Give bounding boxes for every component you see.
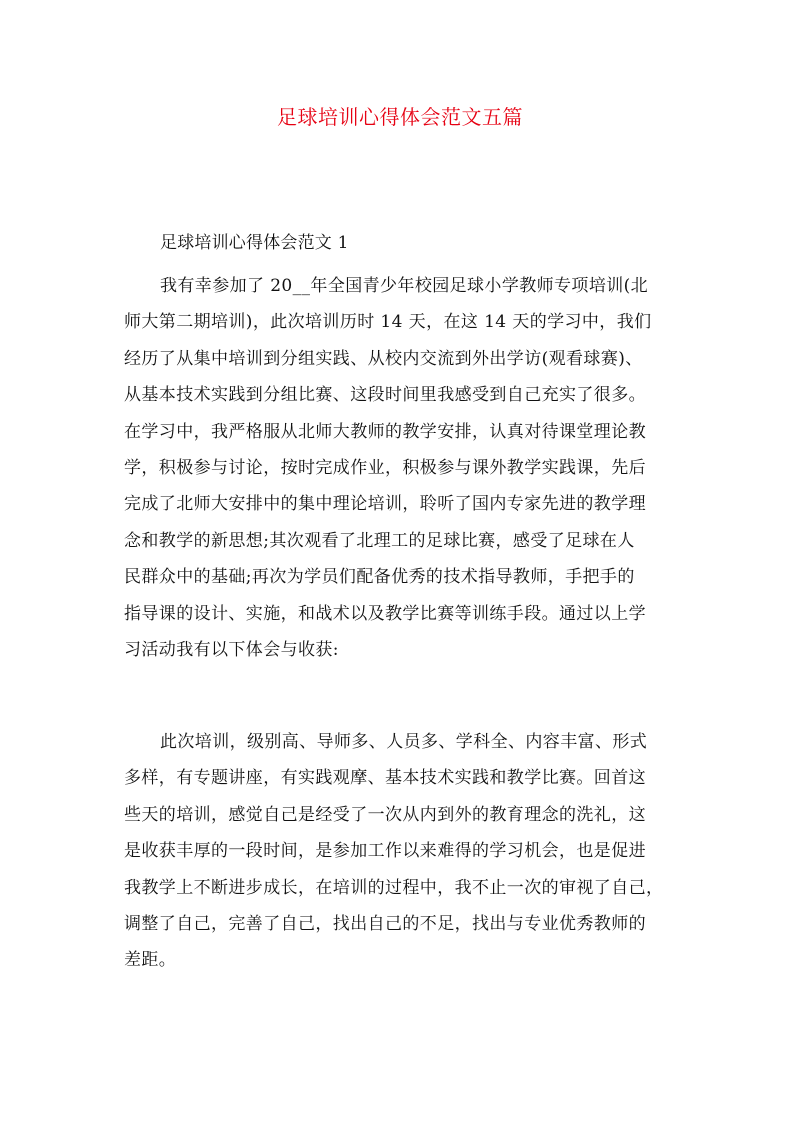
paragraph-line: 调整了自己，完善了自己，找出自己的不足，找出与专业优秀教师的 [124,914,646,935]
paragraph-line: 是收获丰厚的一段时间，是参加工作以来难得的学习机会，也是促进 [124,841,646,862]
paragraph-line: 在学习中，我严格服从北师大教师的教学安排，认真对待课堂理论教 [124,421,646,442]
paragraph-line: 多样，有专题讲座，有实践观摩、基本技术实践和教学比赛。回首这 [124,768,646,789]
paragraph-line: 指导课的设计、实施，和战术以及教学比赛等训练手段。通过以上学 [124,603,646,624]
paragraph-2 [124,724,680,979]
paragraph-line: 习活动我有以下体会与收获: [124,640,339,661]
document-title: 足球培训心得体会范文五篇 [277,105,523,129]
paragraph-1 [124,268,680,668]
paragraph-line: 完成了北师大安排中的集中理论培训，聆听了国内专家先进的教学理 [124,494,646,515]
paragraph-line: 念和教学的新思想;其次观看了北理工的足球比赛，感受了足球在人 [124,530,635,551]
paragraph-line: 差距。 [124,950,177,971]
paragraph-line: 学，积极参与讨论，按时完成作业，积极参与课外教学实践课，先后 [124,458,646,479]
paragraph-line: 些天的培训，感觉自己是经受了一次从内到外的教育理念的洗礼，这 [124,804,646,825]
paragraph-line: 此次培训，级别高、导师多、人员多、学科全、内容丰富、形式 [160,732,648,752]
paragraph-line: 民群众中的基础;再次为学员们配备优秀的技术指导教师，手把手的 [124,567,635,588]
paragraph-line: 师大第二期培训)，此次培训历时 14 天，在这 14 天的学习中，我们 [124,312,652,333]
paragraph-line: 从基本技术实践到分组比赛、这段时间里我感受到自己充实了很多。 [124,385,646,406]
section-title: 足球培训心得体会范文 1 [160,233,349,253]
paragraph-line: 经历了从集中培训到分组实践、从校内交流到外出学访(观看球赛)、 [124,348,643,369]
paragraph-line: 我有幸参加了 20__年全国青少年校园足球小学教师专项培训(北 [160,276,649,296]
paragraph-line: 我教学上不断进步成长，在培训的过程中，我不止一次的审视了自己， [124,877,664,898]
